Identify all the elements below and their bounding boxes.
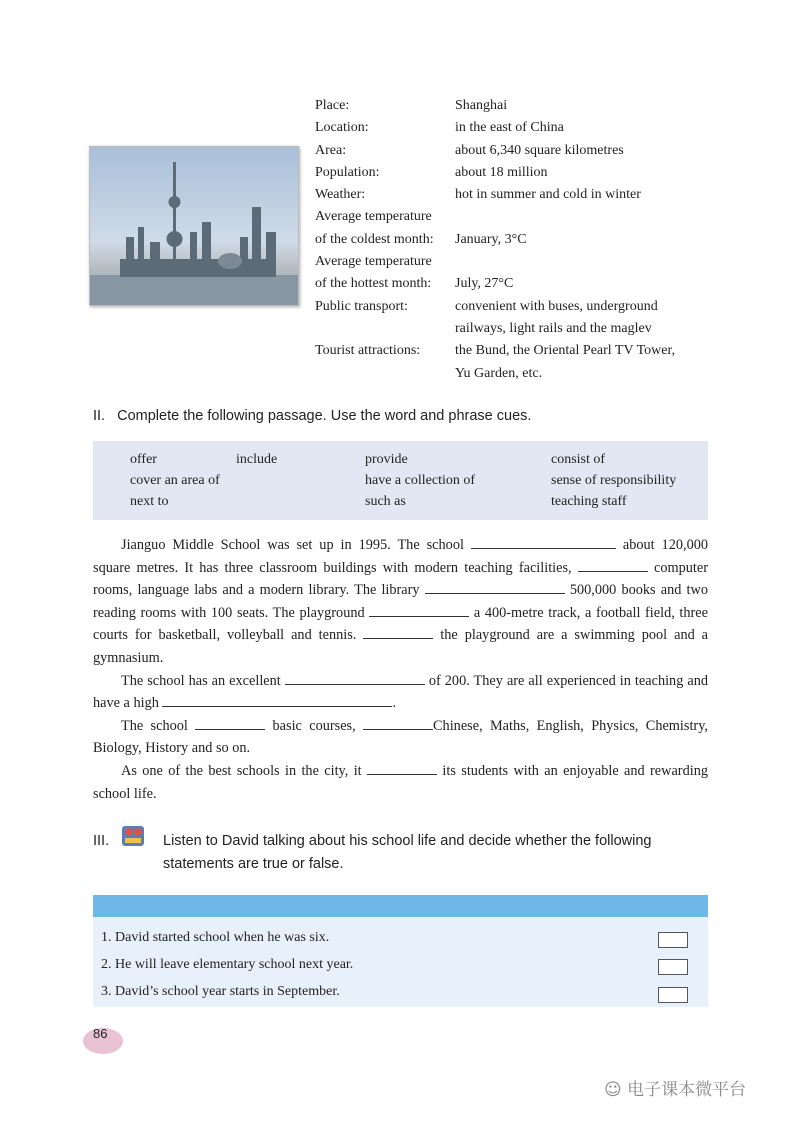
text: basic courses, bbox=[272, 717, 356, 734]
page-number: 86 bbox=[93, 1026, 108, 1041]
info-row bbox=[315, 273, 710, 295]
text: The school has an excellent bbox=[121, 672, 281, 689]
text: Chinese, Maths, English, Physics, Chemistry, Biology, History and so on. bbox=[93, 717, 708, 757]
info-row bbox=[315, 140, 710, 162]
watermark-text: 电子课本微平台 bbox=[627, 1080, 747, 1100]
section-2-heading bbox=[93, 408, 531, 424]
answer-checkbox[interactable] bbox=[658, 959, 688, 975]
true-false-statements bbox=[93, 917, 708, 1007]
statement: 2. He will leave elementary school next year. bbox=[101, 957, 354, 972]
info-label: Public transport: bbox=[315, 298, 408, 314]
section-instruction: Complete the following passage. Use the word and phrase cues. bbox=[117, 408, 532, 424]
section-number: II. bbox=[93, 408, 106, 424]
info-row bbox=[315, 162, 710, 184]
cue: such as bbox=[365, 494, 406, 509]
info-value bbox=[455, 206, 710, 228]
info-label: Location: bbox=[315, 120, 369, 136]
info-row bbox=[315, 229, 710, 251]
true-false-header-bar bbox=[93, 895, 708, 917]
info-row bbox=[315, 184, 710, 206]
info-label: Population: bbox=[315, 164, 380, 180]
cue: sense of responsibility bbox=[551, 473, 677, 488]
paragraph-2 bbox=[93, 670, 708, 715]
text: As one of the best schools in the city, it bbox=[121, 762, 362, 779]
paragraph-3 bbox=[93, 715, 708, 760]
info-row bbox=[315, 296, 710, 318]
text: The school bbox=[121, 717, 188, 734]
cue: teaching staff bbox=[551, 494, 627, 509]
text: Jianguo Middle School was set up in 1995. The school bbox=[121, 537, 464, 553]
info-row bbox=[315, 95, 710, 117]
info-value: the Bund, the Oriental Pearl TV Tower, bbox=[455, 343, 676, 359]
info-value: hot in summer and cold in winter bbox=[455, 187, 641, 203]
info-value: January, 3°C bbox=[455, 231, 527, 247]
info-value: in the east of China bbox=[455, 120, 564, 136]
answer-checkbox[interactable] bbox=[658, 932, 688, 948]
blank[interactable] bbox=[367, 761, 437, 775]
text: of 200. They are all experienced in teaching and have a high bbox=[93, 672, 709, 712]
info-label bbox=[315, 363, 455, 385]
info-value: Shanghai bbox=[455, 98, 508, 113]
info-label: Weather: bbox=[315, 187, 366, 203]
blank[interactable] bbox=[369, 603, 469, 617]
info-value: Yu Garden, etc. bbox=[455, 365, 543, 381]
info-value: about 18 million bbox=[455, 164, 548, 180]
info-label: Place: bbox=[315, 98, 350, 113]
text: its students with an enjoyable and rewarding school life. bbox=[93, 762, 708, 802]
text: 500,000 books and two reading rooms with 100 seats. The playground bbox=[93, 582, 708, 621]
info-value: about 6,340 square kilometres bbox=[455, 142, 624, 158]
section-instruction: Listen to David talking about his school life and decide whether the following statements are true or false. bbox=[163, 833, 652, 872]
info-value: convenient with buses, underground bbox=[455, 298, 658, 314]
info-row bbox=[315, 318, 710, 340]
cue: next to bbox=[130, 494, 169, 509]
info-row bbox=[315, 251, 710, 273]
cue: consist of bbox=[551, 452, 606, 467]
info-row bbox=[315, 363, 710, 385]
blank[interactable] bbox=[363, 625, 433, 639]
cue: cover an area of bbox=[130, 473, 220, 488]
info-label: Average temperature bbox=[315, 209, 432, 225]
info-label bbox=[315, 318, 455, 340]
cue: provide bbox=[365, 452, 408, 467]
passage bbox=[93, 534, 708, 805]
word-cues-box bbox=[93, 441, 708, 520]
text: computer rooms, language labs and a modern library. The library bbox=[93, 559, 709, 599]
info-row bbox=[315, 340, 710, 362]
statement: 3. David’s school year starts in September. bbox=[101, 984, 340, 999]
blank[interactable] bbox=[578, 558, 648, 572]
text: the playground are a swimming pool and a gymnasium. bbox=[93, 627, 709, 666]
answer-checkbox[interactable] bbox=[658, 987, 688, 1003]
blank[interactable] bbox=[285, 671, 425, 685]
paragraph-4 bbox=[93, 760, 708, 805]
text: a 400-metre track, a football field, three courts for basketball, volleyball and tennis. bbox=[93, 604, 709, 644]
cue: have a collection of bbox=[365, 473, 476, 488]
text: about 120,000 square metres. It has three classroom buildings with modern teaching facilities, bbox=[93, 537, 709, 576]
info-value bbox=[455, 251, 710, 273]
blank[interactable] bbox=[162, 693, 392, 707]
info-label: Area: bbox=[315, 142, 347, 158]
skyline-illustration bbox=[90, 147, 298, 305]
section-3-heading bbox=[93, 830, 708, 876]
statement: 1. David started school when he was six. bbox=[101, 930, 330, 945]
city-info-table bbox=[315, 95, 710, 385]
info-value: July, 27°C bbox=[455, 276, 514, 292]
blank[interactable] bbox=[195, 716, 265, 730]
info-row bbox=[315, 206, 710, 228]
wechat-icon: ☺ bbox=[604, 1080, 622, 1100]
info-label: Tourist attractions: bbox=[315, 343, 421, 359]
cue: include bbox=[236, 452, 278, 467]
paragraph-1 bbox=[93, 534, 708, 670]
watermark bbox=[604, 1075, 746, 1100]
info-row bbox=[315, 117, 710, 139]
info-value: railways, light rails and the maglev bbox=[455, 320, 652, 336]
blank[interactable] bbox=[471, 535, 616, 549]
info-label: of the hottest month: bbox=[315, 276, 432, 292]
cassette-player-icon[interactable] bbox=[119, 822, 149, 848]
info-label: of the coldest month: bbox=[315, 231, 434, 247]
text: . bbox=[392, 695, 397, 712]
page-number-badge bbox=[83, 1028, 123, 1054]
blank[interactable] bbox=[363, 716, 433, 730]
info-label: Average temperature bbox=[315, 254, 432, 270]
section-number: III. bbox=[93, 833, 110, 849]
blank[interactable] bbox=[425, 580, 565, 594]
shanghai-skyline-photo bbox=[89, 146, 299, 306]
cue: offer bbox=[130, 452, 157, 467]
